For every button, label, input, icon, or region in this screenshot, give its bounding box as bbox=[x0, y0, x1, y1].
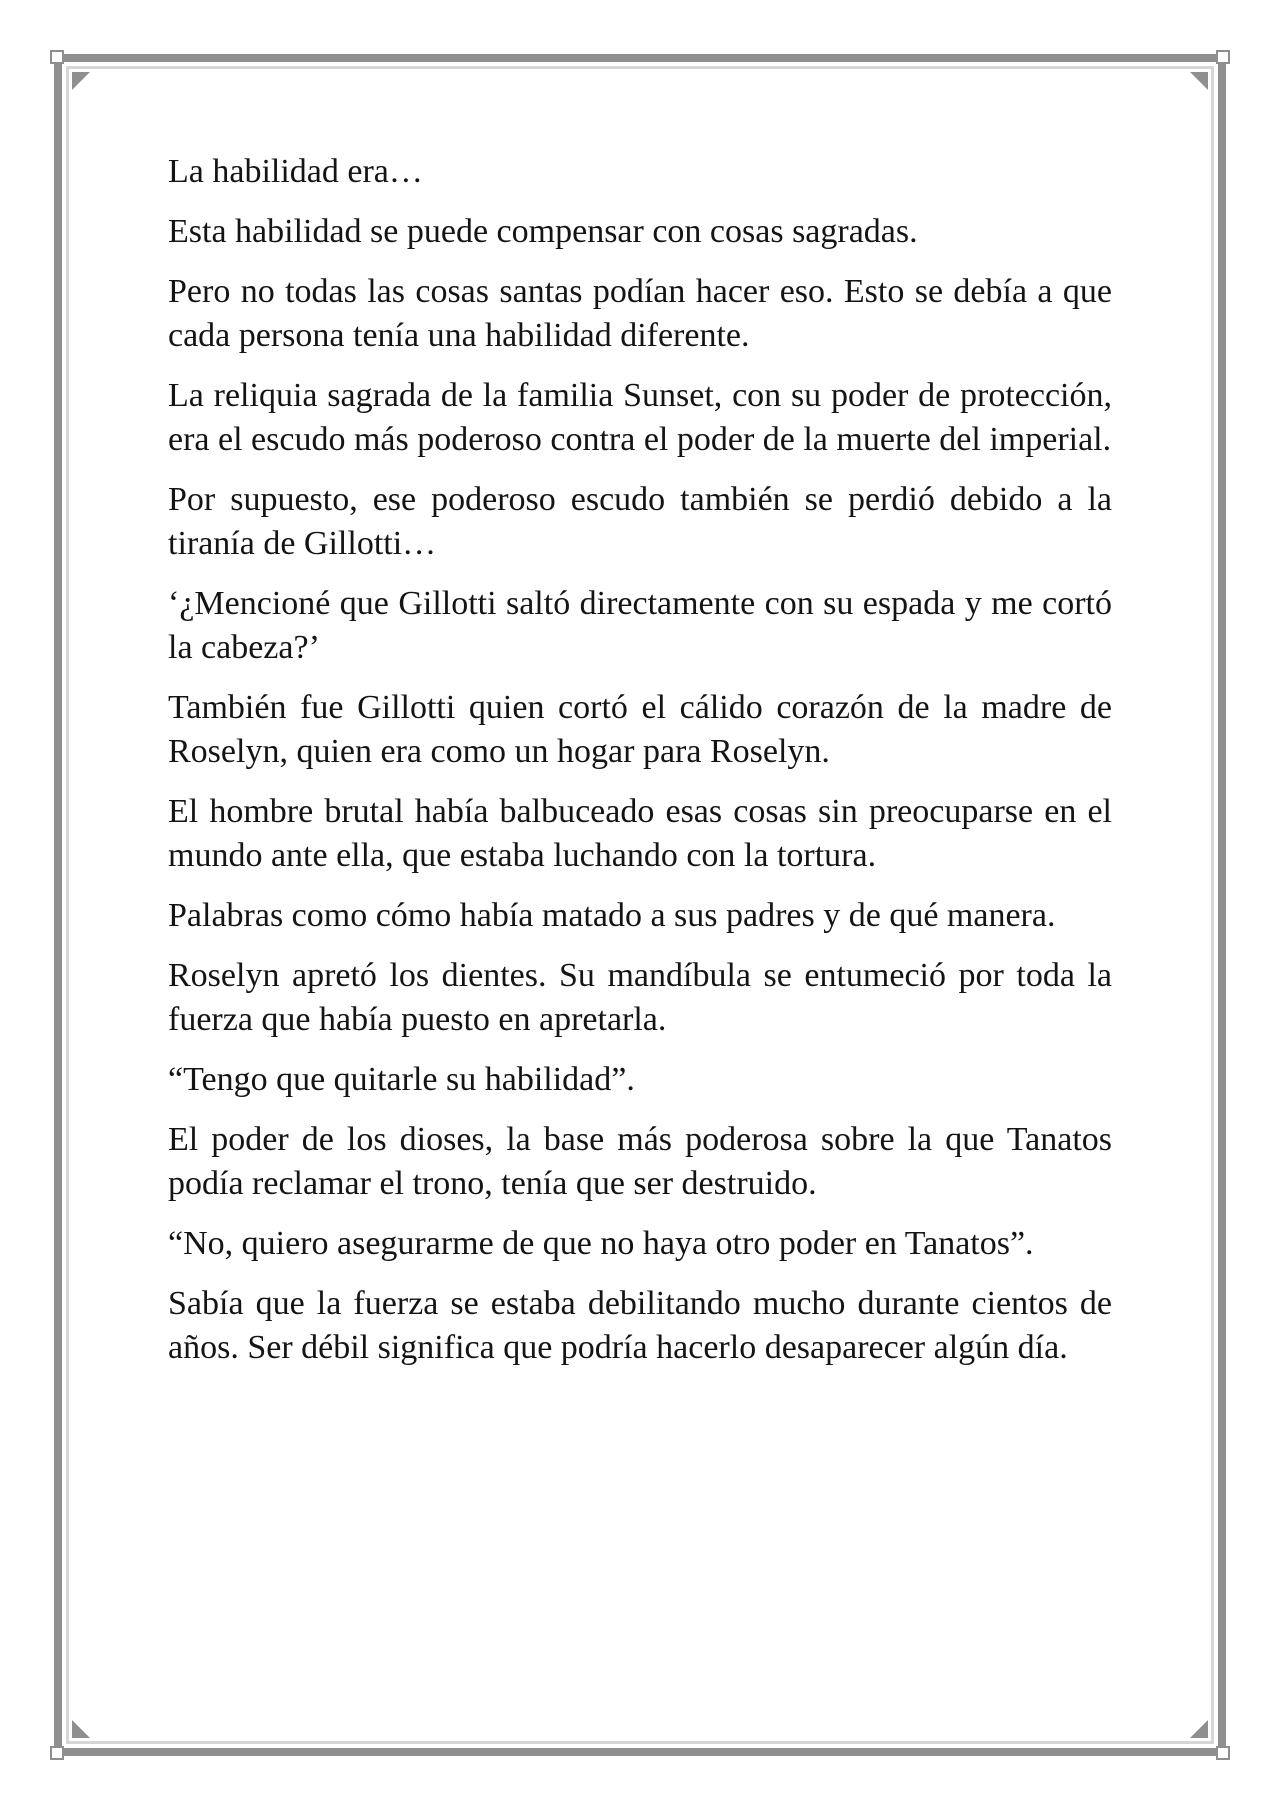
corner-triangle-bottom-left bbox=[72, 1720, 90, 1738]
corner-triangle-bottom-right bbox=[1190, 1720, 1208, 1738]
paragraph: ‘¿Mencioné que Gillotti saltó directamente con su espada y me cortó la cabeza?’ bbox=[168, 585, 1112, 666]
paragraph: Roselyn apretó los dientes. Su mandíbula se entumeció por toda la fuerza que había puesto en apretarla. bbox=[168, 957, 1112, 1038]
paragraph: Esta habilidad se puede compensar con cosas sagradas. bbox=[168, 213, 918, 250]
paragraph: Sabía que la fuerza se estaba debilitando mucho durante cientos de años. Ser débil significa que podría hacerlo desaparecer algún día. bbox=[168, 1285, 1112, 1366]
document-body bbox=[168, 150, 1112, 1386]
paragraph: La reliquia sagrada de la familia Sunset, con su poder de protección, era el escudo más poderoso contra el poder de la muerte del imperial. bbox=[168, 377, 1112, 458]
paragraph: “No, quiero asegurarme de que no haya otro poder en Tanatos”. bbox=[168, 1225, 1034, 1262]
paragraph: El hombre brutal había balbuceado esas cosas sin preocuparse en el mundo ante ella, que estaba luchando con la tortura. bbox=[168, 793, 1112, 874]
paragraph: Por supuesto, ese poderoso escudo también se perdió debido a la tiranía de Gillotti… bbox=[168, 481, 1112, 562]
corner-ornament-top-left bbox=[50, 50, 64, 64]
paragraph: Pero no todas las cosas santas podían hacer eso. Esto se debía a que cada persona tenía una habilidad diferente. bbox=[168, 273, 1112, 354]
paragraph: También fue Gillotti quien cortó el cálido corazón de la madre de Roselyn, quien era como un hogar para Roselyn. bbox=[168, 689, 1112, 770]
paragraph: “Tengo que quitarle su habilidad”. bbox=[168, 1061, 635, 1098]
paragraph: La habilidad era… bbox=[168, 153, 423, 190]
paragraph: El poder de los dioses, la base más poderosa sobre la que Tanatos podía reclamar el trono, tenía que ser destruido. bbox=[168, 1121, 1112, 1202]
corner-ornament-bottom-right bbox=[1216, 1746, 1230, 1760]
corner-triangle-top-right bbox=[1190, 72, 1208, 90]
corner-ornament-bottom-left bbox=[50, 1746, 64, 1760]
corner-ornament-top-right bbox=[1216, 50, 1230, 64]
corner-triangle-top-left bbox=[72, 72, 90, 90]
paragraph: Palabras como cómo había matado a sus padres y de qué manera. bbox=[168, 897, 1056, 934]
